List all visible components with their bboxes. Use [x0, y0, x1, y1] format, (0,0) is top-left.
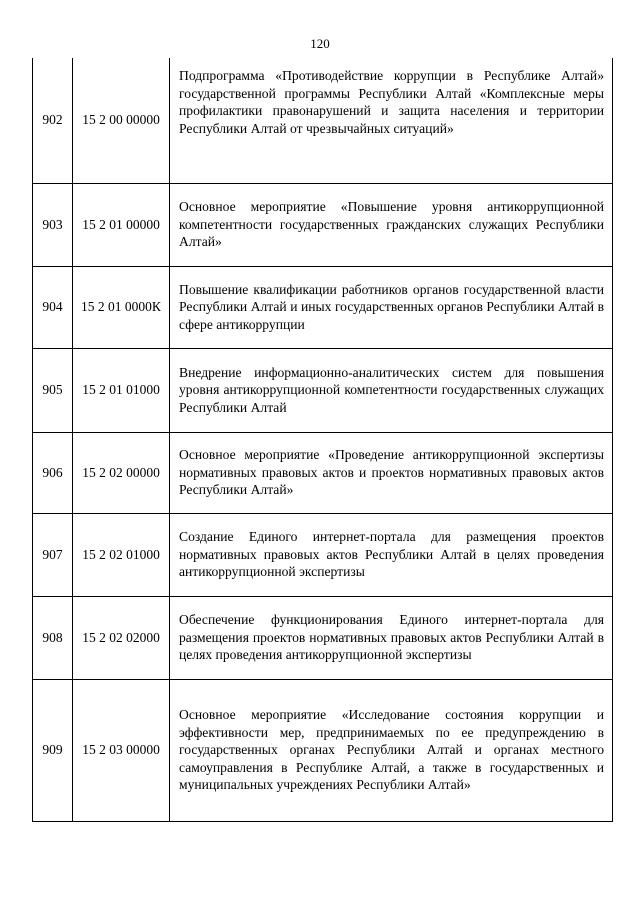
row-number: 903	[33, 183, 73, 266]
classification-code: 15 2 02 01000	[73, 513, 170, 596]
table-row	[33, 58, 613, 183]
program-name: Обеспечение функционирования Единого интернет-портала для размещения проектов нормативных правовых актов Республики Алтай в целях проведения антикоррупционной экспертизы	[170, 596, 613, 679]
budget-classification-table	[32, 58, 613, 822]
table-row	[33, 513, 613, 596]
table-row	[33, 432, 613, 513]
row-number: 907	[33, 513, 73, 596]
row-number: 902	[33, 58, 73, 183]
program-name: Основное мероприятие «Исследование состояния коррупции и эффективности мер, предпринимаемых по ее предупреждению в государственных органах Республики Алтай и органах местного самоуправления в Республике Алтай, а также в государственных и муниципальных учреждениях Республики Алтай»	[170, 679, 613, 821]
classification-code: 15 2 01 01000	[73, 348, 170, 432]
program-name: Основное мероприятие «Проведение антикоррупционной экспертизы нормативных правовых актов и проектов нормативных правовых актов Республики Алтай»	[170, 432, 613, 513]
row-number: 905	[33, 348, 73, 432]
row-number: 906	[33, 432, 73, 513]
program-name: Подпрограмма «Противодействие коррупции в Республике Алтай» государственной программы Республики Алтай «Комплексные меры профилактики правонарушений и защита населения и территории Республики Алтай от чрезвычайных ситуаций»	[170, 58, 613, 183]
classification-code: 15 2 02 00000	[73, 432, 170, 513]
program-name: Повышение квалификации работников органов государственной власти Республики Алтай и иных государственных органов Республики Алтай в сфере антикоррупции	[170, 266, 613, 348]
classification-code: 15 2 01 0000К	[73, 266, 170, 348]
classification-code: 15 2 03 00000	[73, 679, 170, 821]
program-name: Создание Единого интернет-портала для размещения проектов нормативных правовых актов Республики Алтай в целях проведения антикоррупционной экспертизы	[170, 513, 613, 596]
row-number: 904	[33, 266, 73, 348]
table-row	[33, 679, 613, 821]
classification-code: 15 2 01 00000	[73, 183, 170, 266]
table-row	[33, 266, 613, 348]
table-row	[33, 183, 613, 266]
table-row	[33, 348, 613, 432]
row-number: 909	[33, 679, 73, 821]
classification-code: 15 2 02 02000	[73, 596, 170, 679]
page-number: 120	[310, 36, 330, 51]
program-name: Основное мероприятие «Повышение уровня антикоррупционной компетентности государственных гражданских служащих Республики Алтай»	[170, 183, 613, 266]
table-row	[33, 596, 613, 679]
row-number: 908	[33, 596, 73, 679]
classification-code: 15 2 00 00000	[73, 58, 170, 183]
program-name: Внедрение информационно-аналитических систем для повышения уровня антикоррупционной компетентности государственных служащих Республики Алтай	[170, 348, 613, 432]
